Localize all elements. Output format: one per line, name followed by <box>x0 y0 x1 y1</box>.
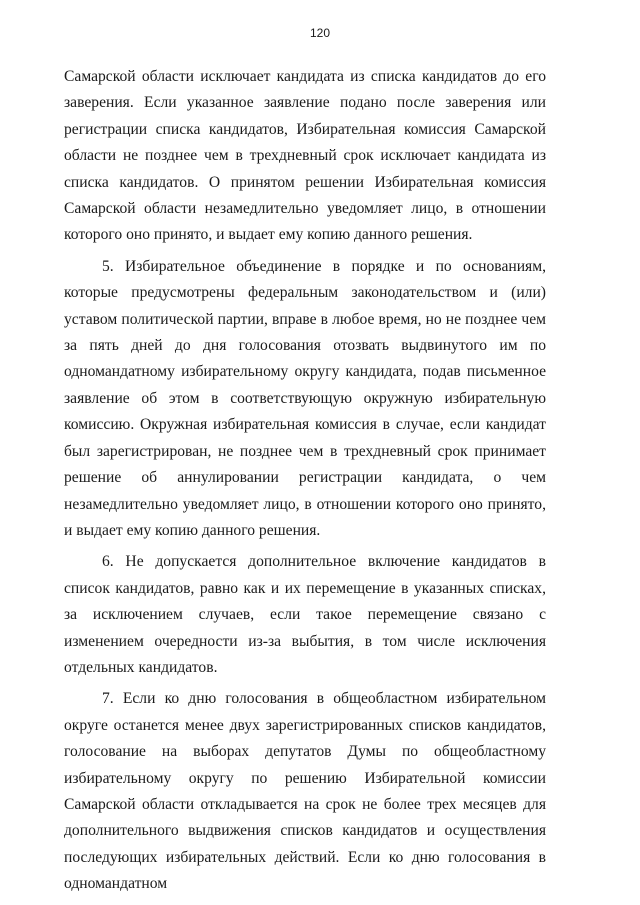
paragraph-continuation: Самарской области исключает кандидата из списка кандидатов до его заверения. Если указанное заявление подано после заверения или регистрации списка кандидатов, Избирательная комиссия Самарской области не позднее чем в трехдневный срок исключает кандидата из списка кандидатов. О принятом решении Избирательная комиссия Самарской области незамедлительно уведомляет лицо, в отношении которого оно принято, и выдает ему копию данного решения. <box>64 68 546 244</box>
page-number: 120 <box>309 26 331 40</box>
document-body <box>64 64 546 898</box>
paragraph-item-6: 6. Не допускается дополнительное включение кандидатов в список кандидатов, равно как и их перемещение в указанных списках, за исключением случаев, если такое перемещение связано с изменением очередности из-за выбытия, в том числе исключения отдельных кандидатов. <box>64 553 546 676</box>
paragraph-item-5: 5. Избирательное объединение в порядке и по основаниям, которые предусмотрены федеральным законодательством и (или) уставом политической партии, вправе в любое время, но не позднее чем за пять дней до дня голосования отозвать выдвинутого им по одномандатному избирательному округу кандидата, подав письменное заявление об этом в соответствующую окружную избирательную комиссию. Окружная избирательная комиссия в случае, если кандидат был зарегистрирован, не позднее чем в трехдневный срок принимает решение об аннулировании регистрации кандидата, о чем незамедлительно уведомляет лицо, в отношении которого оно принято, и выдает ему копию данного решения. <box>64 257 546 539</box>
paragraph-item-7: 7. Если ко дню голосования в общеобластном избирательном округе останется менее двух зарегистрированных списков кандидатов, голосование на выборах депутатов Думы по общеобластному избирательному округу по решению Избирательной комиссии Самарской области откладывается на срок не более трех месяцев для дополнительного выдвижения списков кандидатов и осуществления последующих избирательных действий. Если ко дню голосования в одномандатном <box>64 690 546 893</box>
